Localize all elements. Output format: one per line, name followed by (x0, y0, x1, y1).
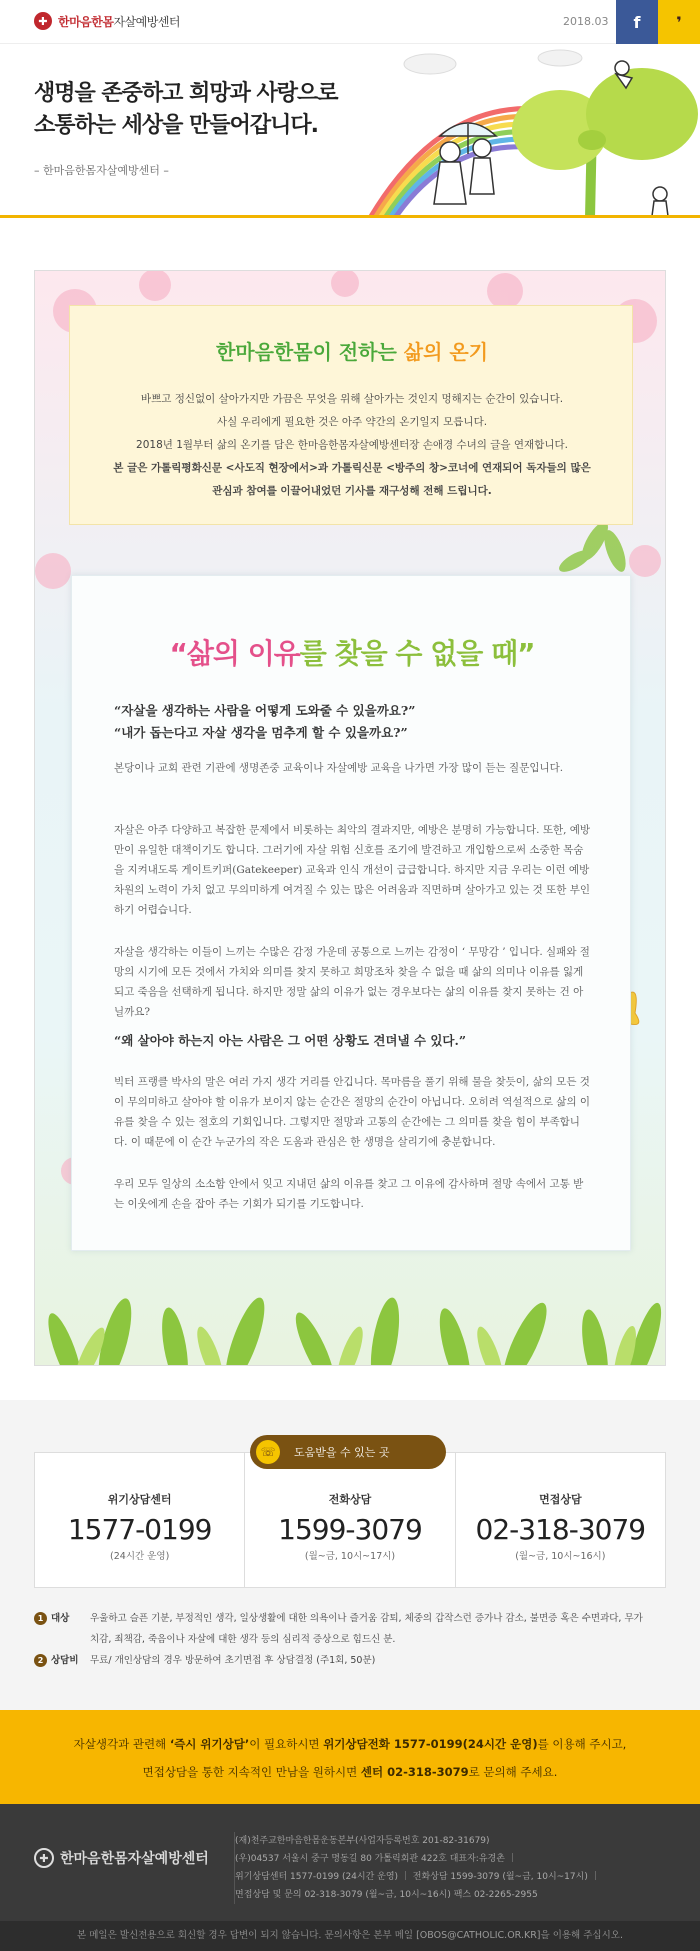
hero-banner (0, 44, 700, 218)
help-badge-label: 도움받을 수 있는 곳 (294, 1446, 390, 1459)
letter-title (72, 632, 632, 672)
contact-cards (34, 1452, 666, 1588)
note-fee (34, 1650, 674, 1671)
logo-main: 한마음한몸 (58, 14, 114, 29)
intro-title-main: 한마음한몸이 전하는 (215, 340, 404, 364)
note-label: 대상 (51, 1613, 70, 1624)
logo-sub: 자살예방센터 (113, 14, 181, 29)
note-text: 우울하고 슬픈 기분, 부정적인 생각, 일상생활에 대한 의욕이나 즐거움 감퇴, 체중의 갑작스런 증가나 감소, 불면증 혹은 수면과다, 무가치감, 죄책감, 죽음이나 자살에 대한 생각 등의 심리적 증상으로 힘드신 분. (90, 1613, 643, 1645)
footer-logo[interactable] (34, 1848, 209, 1868)
notice-text: 이 필요하시면 (249, 1737, 324, 1751)
card-phone-number[interactable]: 1577-0199 (67, 1513, 212, 1546)
letter-card (71, 575, 631, 1251)
kakaostory-icon: ❜ (676, 12, 682, 32)
intro-body (100, 388, 604, 503)
footer-disclaimer: 본 메일은 발신전용으로 회신할 경우 답변이 되지 않습니다. 문의사항은 본부 메일 [OBOS@CATHOLIC.OR.KR]을 이용해 주십시오. (0, 1921, 700, 1951)
center-phone-link[interactable]: 센터 02-318-3079 (360, 1765, 469, 1779)
note-label: 상담비 (51, 1655, 79, 1666)
hero-title-line2: 소통하는 세상을 만들어갑니다. (34, 113, 318, 138)
sprout-illustration (512, 68, 698, 218)
footer-info-line: (재)천주교한마음한몸운동본부(사업자등록번호 201-82-31679) (235, 1836, 490, 1846)
intro-line: 본 글은 가톨릭평화신문 <사도직 현장에서>과 가톨릭신문 <방주의 창>코너에 연재되어 독자들의 많은 (113, 462, 591, 474)
footer-info-line: (우)04537 서울시 중구 명동길 80 가톨릭회관 422호 대표자:유경촌 ｜ (235, 1854, 517, 1864)
intro-title-highlight: 삶의 온기 (403, 340, 489, 364)
header-logo[interactable] (34, 12, 180, 30)
cloud-illustration (404, 50, 582, 74)
footer-logo-text: 한마음한몸자살예방센터 (60, 1851, 209, 1867)
card-title: 면접상담 (539, 1493, 582, 1506)
facebook-icon: f (633, 12, 641, 32)
footer (0, 1804, 700, 1921)
letter-title-rest: 를 찾을 수 없을 때” (299, 637, 535, 670)
note-target (34, 1608, 674, 1650)
notice-line-2 (0, 1758, 700, 1786)
hero-title (34, 78, 338, 142)
top-bar (0, 0, 700, 44)
card-hours: (24시간 운영) (110, 1551, 170, 1562)
paragraph-4: 빅터 프랭클 박사의 말은 여러 가지 생각 거리를 안깁니다. 목마름을 풀기 위해 물을 찾듯이, 삶의 모든 것이 무의미하고 살아야 할 이유가 보이지 않는 순간은 절망의 순간이 아닙니다. 오히려 역설적으로 삶의 이유를 찾을 수 있는 절호의 기회입니다. 그렇지만 절망과 고통의 순간에는 그 의미를 찾을 힘이 부족합니다. 이 때문에 이 순간 누군가의 작은 도움과 관심은 한 생명을 살리기에 충분합니다. (114, 1076, 591, 1148)
card-phone-number[interactable]: 1599-3079 (278, 1513, 422, 1546)
help-section (0, 1400, 700, 1710)
grass-illustration (35, 1271, 666, 1366)
card-title: 전화상담 (328, 1493, 372, 1506)
contact-card-interview[interactable] (456, 1453, 665, 1587)
hero-illustration (360, 44, 700, 218)
intro-box (69, 305, 633, 525)
number-badge-icon: 1 (34, 1612, 47, 1625)
card-hours: (월~금, 10시~16시) (515, 1551, 606, 1562)
notice-text: 로 문의해 주세요. (468, 1765, 558, 1779)
key-quote: “왜 살아야 하는지 아는 사람은 그 어떤 상황도 견뎌낼 수 있다.” (114, 1033, 467, 1048)
footer-info-line: 면접상담 및 문의 02-318-3079 (월~금, 10시~16시) 팩스 02-2265-2955 (235, 1890, 538, 1900)
help-badge (250, 1435, 446, 1469)
note-text: 무료/ 개인상담의 경우 방문하여 초기면접 후 상담결정 (주1회, 50분) (90, 1655, 376, 1666)
footer-info-line: 위기상담센터 1577-0199 (24시간 운영) ｜ 전화상담 1599-3079 (월~금, 10시~17시) ｜ (235, 1872, 600, 1882)
paragraph-1: 본당이나 교회 관련 기관에 생명존중 교육이나 자살예방 교육을 나가면 가장 많이 듣는 질문입니다. (114, 762, 564, 774)
crisis-hotline-link[interactable]: 위기상담전화 1577-0199(24시간 운영) (323, 1737, 538, 1751)
notice-text: 면접상담을 통한 지속적인 만남을 원하시면 (142, 1765, 361, 1779)
issue-date: 2018.03 (563, 15, 609, 28)
cross-logo-icon: ✚ (34, 12, 52, 30)
paragraph-5: 우리 모두 일상의 소소함 안에서 잊고 지내던 삶의 이유를 찾고 그 이유에 감사하며 절망 속에서 고통 받는 이웃에게 손을 잡아 주는 기회가 되기를 기도합니다. (114, 1178, 584, 1210)
notice-line-1 (0, 1730, 700, 1758)
number-badge-icon: 2 (34, 1654, 47, 1667)
quote-line: “내가 돕는다고 자살 생각을 멈추게 할 수 있을까요?” (114, 725, 408, 740)
card-hours: (월~금, 10시~17시) (304, 1551, 396, 1562)
kakaostory-share-button[interactable] (658, 0, 700, 44)
notice-emphasis: ‘즉시 위기상담’ (169, 1737, 250, 1751)
card-title: 위기상담센터 (107, 1493, 172, 1506)
quote-line: “자살을 생각하는 사람을 어떻게 도와줄 수 있을까요?” (114, 703, 416, 718)
opening-quote (114, 700, 415, 744)
footer-info (234, 1832, 600, 1904)
intro-line: 바쁘고 정신없이 살아가지만 가끔은 무엇을 위해 살아가는 것인지 멍해지는 순간이 있습니다. (140, 393, 564, 405)
cross-logo-icon: ✚ (34, 1848, 54, 1868)
article-panel (34, 270, 666, 1366)
intro-line: 2018년 1월부터 삶의 온기를 담은 한마음한몸자살예방센터장 손애경 수녀의 글을 연재합니다. (136, 439, 568, 451)
letter-title-emphasis: “삶의 이유 (169, 637, 300, 670)
contact-card-crisis[interactable] (35, 1453, 245, 1587)
card-phone-number[interactable]: 02-318-3079 (475, 1513, 646, 1546)
leaf-decoration (556, 518, 630, 576)
paragraph-3: 자살을 생각하는 이들이 느끼는 수많은 감정 가운데 공통으로 느끼는 감정이 ‘ 무망감 ’ 입니다. 실패와 절망의 시기에 모든 것에서 가치와 의미를 찾지 못하고 희망조차 찾을 수 없을 때 삶의 의미나 이유를 잃게 되고 죽음을 선택하게 됩니다. 하지만 정말 삶의 이유가 없는 경우보다는 삶의 이유를 찾지 못하는 건 아닐까요? (114, 946, 590, 1018)
facebook-share-button[interactable] (616, 0, 658, 44)
crisis-notice (0, 1710, 700, 1804)
contact-card-phone[interactable] (245, 1453, 455, 1587)
phone-icon: ☏ (256, 1440, 280, 1464)
intro-line: 사실 우리에게 필요한 것은 아주 약간의 온기일지 모릅니다. (216, 416, 488, 428)
notice-text: 를 이용해 주시고, (537, 1737, 627, 1751)
help-notes (34, 1608, 674, 1671)
hero-subtitle: – 한마음한몸자살예방센터 – (34, 164, 169, 177)
hero-title-line1: 생명을 존중하고 희망과 사랑으로 (34, 81, 338, 106)
notice-text: 자살생각과 관련해 (73, 1737, 170, 1751)
paragraph-2: 자살은 아주 다양하고 복잡한 문제에서 비롯하는 최악의 결과지만, 예방은 분명히 가능합니다. 또한, 예방만이 유일한 대책이기도 합니다. 그러기에 자살 위험 신호를 조기에 발견하고 개입함으로써 소중한 목숨을 지켜내도록 게이트키퍼(Gatekeeper) 교육과 인식 개선이 급급합니다. 하지만 지금 우리는 이런 예방 차원의 노력이 가치 없고 무의미하게 여겨질 수 있는 많은 어려움과 직면하며 살아가고 있는 것 또한 부인하기 어렵습니다. (114, 824, 591, 916)
intro-title (70, 336, 634, 365)
intro-line: 관심과 참여를 이끌어내었던 기사를 재구성해 전해 드립니다. (212, 485, 492, 497)
